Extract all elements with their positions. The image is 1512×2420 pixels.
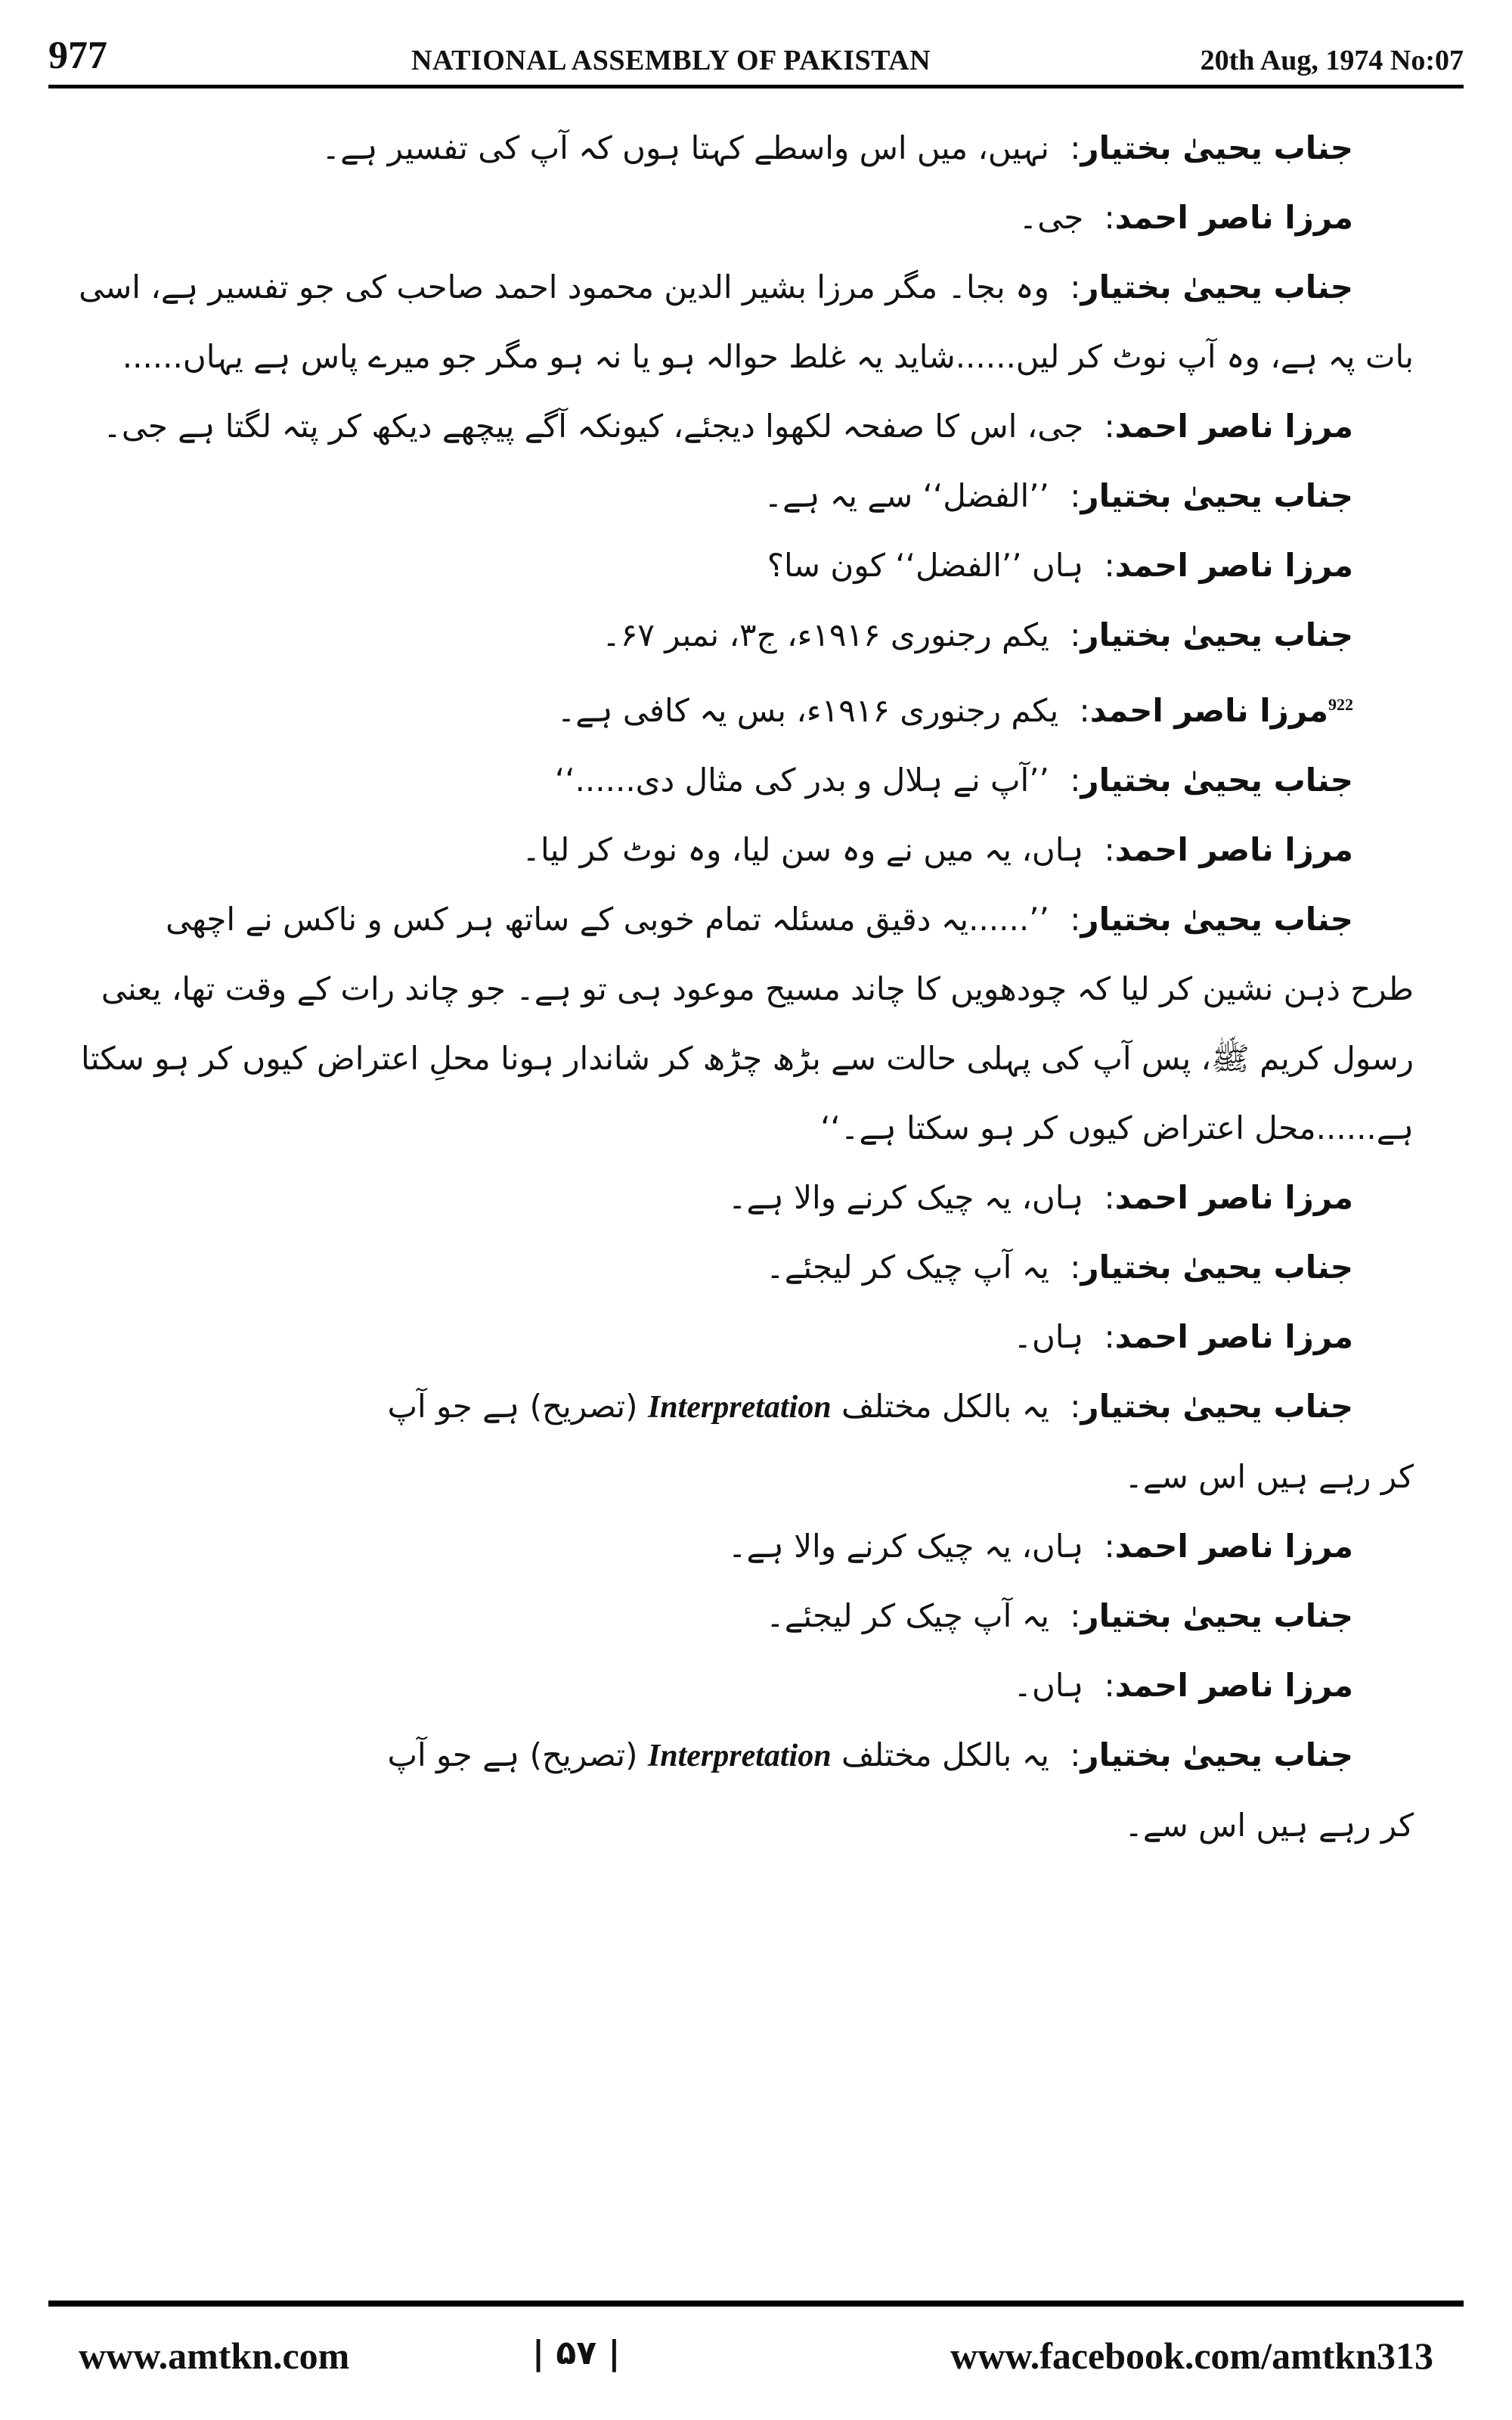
- transcript-line: جناب یحییٰ بختیار: وہ بجا۔ مگر مرزا بشیر الدین محمود احمد صاحب کی جو تفسیر ہے، اسی: [79, 268, 1353, 306]
- transcript-line: جناب یحییٰ بختیار: یہ بالکل مختلف Interpretation (تصریح) ہے جو آپ: [387, 1736, 1353, 1773]
- footer-facebook-link[interactable]: www.facebook.com/amtkn313: [950, 2335, 1433, 2377]
- header-rule: [48, 85, 1464, 88]
- line-text: وہ بجا۔ مگر مرزا بشیر الدین محمود احمد صاحب کی جو تفسیر ہے، اسی: [79, 268, 1049, 306]
- transcript-continuation: [68, 954, 1414, 1024]
- line-text: طرح ذہن نشین کر لیا کہ چودھویں کا چاند مسیح موعود ہی تو ہے۔ جو چاند رات کے وقت تھا، یعنی: [101, 970, 1414, 1007]
- speaker-name: جناب یحییٰ بختیار: [1080, 762, 1353, 799]
- line-text: یہ بالکل مختلف: [841, 1736, 1049, 1773]
- speaker-name: مرزا ناصر احمد: [1114, 199, 1353, 236]
- speaker-name: مرزا ناصر احمد: [1114, 1528, 1353, 1565]
- footer-rule: [48, 2301, 1464, 2307]
- transcript-line: جناب یحییٰ بختیار: یکم رجنوری ۱۹۱۶ء، ج۳، نمبر ۶۷۔: [602, 616, 1353, 653]
- transcript-continuation: [68, 1791, 1414, 1860]
- line-text: رسول کریم ﷺ، پس آپ کی پہلی حالت سے بڑھ چڑھ کر شاندار ہونا محلِ اعتراض کیوں کر ہو سکتا: [81, 1040, 1414, 1077]
- speaker-name: جناب یحییٰ بختیار: [1080, 901, 1353, 938]
- transcript-line: مرزا ناصر احمد: جی۔: [1018, 199, 1353, 236]
- speaker-name: مرزا ناصر احمد: [1089, 692, 1328, 729]
- line-text: یکم رجنوری ۱۹۱۶ء، بس یہ کافی ہے۔: [556, 692, 1059, 729]
- line-text: ہے......محل اعتراض کیوں کر ہو سکتا ہے۔‘‘: [820, 1109, 1414, 1146]
- speaker-name: جناب یحییٰ بختیار: [1080, 1249, 1353, 1286]
- line-text: ہاں، یہ میں نے وہ سن لیا، وہ نوٹ کر لیا۔: [522, 831, 1084, 868]
- transcript-line: $^{922}$مرزا ناصر احمد: یکم رجنوری ۱۹۱۶ء، بس یہ کافی ہے۔: [556, 692, 1353, 729]
- transcript-line: جناب یحییٰ بختیار: یہ آپ چیک کر لیجئے۔: [766, 1249, 1353, 1286]
- transcript-body: [68, 113, 1414, 2276]
- transcript-line: مرزا ناصر احمد: ہاں، یہ چیک کرنے والا ہے۔: [727, 1528, 1353, 1565]
- transcript-continuation: [68, 1442, 1414, 1512]
- speaker-name: جناب یحییٰ بختیار: [1080, 268, 1353, 306]
- line-text: (تصریح) ہے جو آپ: [387, 1388, 638, 1425]
- transcript-line: جناب یحییٰ بختیار: یہ بالکل مختلف Interpretation (تصریح) ہے جو آپ: [387, 1388, 1353, 1425]
- transcript-continuation: [68, 322, 1414, 392]
- transcript-line: مرزا ناصر احمد: ہاں، یہ میں نے وہ سن لیا، وہ نوٹ کر لیا۔: [522, 831, 1353, 868]
- speaker-name: جناب یحییٰ بختیار: [1080, 477, 1353, 514]
- line-text: کر رہے ہیں اس سے۔: [1124, 1807, 1414, 1844]
- transcript-line: جناب یحییٰ بختیار: ’’......یہ دقیق مسئلہ تمام خوبی کے ساتھ ہر کس و ناکس نے اچھی: [166, 901, 1353, 938]
- transcript-line: مرزا ناصر احمد: جی، اس کا صفحہ لکھوا دیجئے، کیونکہ آگے پیچھے دیکھ کر پتہ لگتا ہے جی۔: [103, 408, 1353, 445]
- line-text: جی۔: [1018, 199, 1084, 236]
- header-title: NATIONAL ASSEMBLY OF PAKISTAN: [411, 45, 931, 76]
- line-text: ہاں۔: [1013, 1318, 1084, 1355]
- speaker-name: مرزا ناصر احمد: [1114, 1318, 1353, 1355]
- line-text: ’’الفضل‘‘ سے یہ ہے۔: [764, 477, 1049, 514]
- transcript-line: جناب یحییٰ بختیار: یہ آپ چیک کر لیجئے۔: [766, 1597, 1353, 1634]
- transcript-line: جناب یحییٰ بختیار: ’’آپ نے ہلال و بدر کی مثال دی......‘‘: [554, 762, 1353, 799]
- transcript-line: مرزا ناصر احمد: ہاں۔: [1013, 1318, 1353, 1355]
- line-text: یکم رجنوری ۱۹۱۶ء، ج۳، نمبر ۶۷۔: [602, 616, 1049, 653]
- transcript-line: مرزا ناصر احمد: ہاں۔: [1013, 1667, 1353, 1704]
- speaker-name: جناب یحییٰ بختیار: [1080, 1388, 1353, 1425]
- footer-page-number: | ۵۷ |: [532, 2334, 621, 2372]
- line-text: بات پہ ہے، وہ آپ نوٹ کر لیں......شاید یہ غلط حوالہ ہو یا نہ ہو مگر جو میرے پاس ہے یہاں......: [122, 338, 1414, 375]
- footer-website-link[interactable]: www.amtkn.com: [79, 2335, 350, 2377]
- speaker-name: مرزا ناصر احمد: [1114, 408, 1353, 445]
- transcript-line: مرزا ناصر احمد: ہاں ’’الفضل‘‘ کون سا؟: [767, 547, 1353, 584]
- transcript-line: جناب یحییٰ بختیار: نہیں، میں اس واسطے کہتا ہوں کہ آپ کی تفسیر ہے۔: [321, 129, 1353, 166]
- speaker-name: جناب یحییٰ بختیار: [1080, 1597, 1353, 1634]
- line-text: ہاں ’’الفضل‘‘ کون سا؟: [767, 547, 1084, 584]
- line-text: جی، اس کا صفحہ لکھوا دیجئے، کیونکہ آگے پیچھے دیکھ کر پتہ لگتا ہے جی۔: [103, 408, 1084, 445]
- line-text: ہاں، یہ چیک کرنے والا ہے۔: [727, 1528, 1084, 1565]
- transcript-continuation: [68, 1094, 1414, 1163]
- latin-term: Interpretation: [647, 1390, 832, 1425]
- speaker-name: مرزا ناصر احمد: [1114, 831, 1353, 868]
- line-text: یہ آپ چیک کر لیجئے۔: [766, 1597, 1049, 1634]
- line-text: یہ آپ چیک کر لیجئے۔: [766, 1249, 1049, 1286]
- line-text: کر رہے ہیں اس سے۔: [1124, 1458, 1414, 1495]
- speaker-name: مرزا ناصر احمد: [1114, 547, 1353, 584]
- header-date: 20th Aug, 1974 No:07: [1200, 45, 1464, 76]
- page-footer: [48, 2322, 1464, 2390]
- line-text: یہ بالکل مختلف: [841, 1388, 1049, 1425]
- line-text: ہاں، یہ چیک کرنے والا ہے۔: [727, 1179, 1084, 1216]
- speaker-name: جناب یحییٰ بختیار: [1080, 129, 1353, 166]
- latin-term: Interpretation: [647, 1739, 832, 1773]
- speaker-name: جناب یحییٰ بختیار: [1080, 1736, 1353, 1773]
- line-text: ’’آپ نے ہلال و بدر کی مثال دی......‘‘: [554, 762, 1049, 799]
- speaker-name: مرزا ناصر احمد: [1114, 1667, 1353, 1704]
- line-text: نہیں، میں اس واسطے کہتا ہوں کہ آپ کی تفسیر ہے۔: [321, 129, 1049, 166]
- line-text: ہاں۔: [1013, 1667, 1084, 1704]
- speaker-name: مرزا ناصر احمد: [1114, 1179, 1353, 1216]
- transcript-line: مرزا ناصر احمد: ہاں، یہ چیک کرنے والا ہے۔: [727, 1179, 1353, 1216]
- transcript-line: جناب یحییٰ بختیار: ’’الفضل‘‘ سے یہ ہے۔: [764, 477, 1353, 514]
- page-number: 977: [48, 34, 107, 77]
- reference-number: 922: [1328, 695, 1353, 714]
- line-text: ’’......یہ دقیق مسئلہ تمام خوبی کے ساتھ ہر کس و ناکس نے اچھی: [166, 901, 1049, 938]
- transcript-continuation: [68, 1024, 1414, 1094]
- line-text: (تصریح) ہے جو آپ: [387, 1736, 638, 1773]
- speaker-name: جناب یحییٰ بختیار: [1080, 616, 1353, 653]
